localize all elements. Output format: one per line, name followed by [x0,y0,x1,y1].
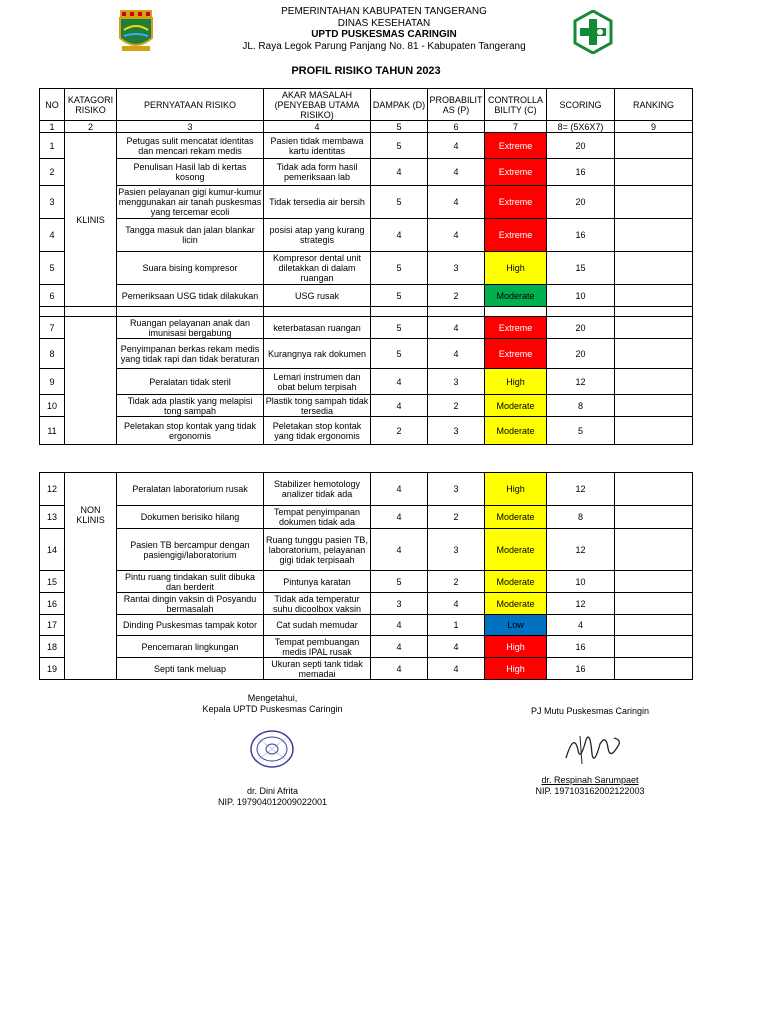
risk-statement: Pasien pelayanan gigi kumur-kumur menggunakan air tanah puskesmas yang tercemar ecoli [118,187,262,217]
probability-value: 4 [428,658,485,680]
row-number: 7 [40,317,65,339]
root-cause: Peletakan stop kontak yang tidak ergonomis [264,417,371,445]
score-value: 20 [547,339,615,369]
impact-value: 4 [371,658,428,680]
root-cause: Ruang tunggu pasien TB, laboratorium, pelayanan gigi tidak terpisaah [264,529,371,571]
risk-statement: Peralatan tidak steril [117,369,264,395]
root-cause: Kompresor dental unit diletakkan di dalam ruangan [264,252,371,285]
controllability-badge: High [485,252,547,285]
row-number: 9 [40,369,65,395]
category-cell: KLINIS [65,133,117,307]
root-cause: USG rusak [264,285,371,307]
table-row [40,285,693,307]
col-number: 5 [371,121,428,133]
risk-statement: Suara bising kompresor [117,252,264,285]
acknowledged-label: Mengetahui, [247,693,298,703]
ranking-value [615,593,693,615]
score-value: 12 [547,473,615,506]
impact-value: 4 [371,529,428,571]
controllability-badge: Extreme [485,159,547,186]
risk-statement: Septi tank meluap [117,658,264,680]
risk-statement: Penulisan Hasil lab di kertas kosong [117,159,264,186]
col-header: KATAGORI RISIKO [65,89,117,121]
ranking-value [615,506,693,529]
risk-statement: Rantai dingin vaksin di Posyandu bermasalah [117,593,264,615]
table-row [40,395,693,417]
score-value: 8 [547,395,615,417]
column-number-row [40,121,693,133]
letterhead [0,6,768,52]
row-number: 15 [40,571,65,593]
row-number: 2 [40,159,65,186]
controllability-badge: Moderate [485,285,547,307]
root-cause: Lemari instrumen dan obat belum terpisah [264,369,371,395]
impact-value: 5 [371,571,428,593]
root-cause: posisi atap yang kurang strategis [264,219,371,252]
risk-statement: Pencemaran lingkungan [117,636,264,658]
impact-value: 5 [371,285,428,307]
controllability-badge: Moderate [485,506,547,529]
score-value: 15 [547,252,615,285]
controllability-badge: High [485,636,547,658]
ranking-value [615,159,693,186]
ranking-value [615,473,693,506]
root-cause: Kurangnya rak dokumen [264,339,371,369]
risk-statement: Peletakan stop kontak yang tidak ergonomis [117,417,264,445]
risk-table-2 [39,472,693,680]
risk-statement: Pintu ruang tindakan sulit dibuka dan berderit [117,571,264,593]
row-number: 19 [40,658,65,680]
ranking-value [615,658,693,680]
root-cause: Cat sudah memudar [264,615,371,636]
signature-block-head [180,693,365,715]
signature-quality-name-block [500,775,680,797]
ranking-value [615,186,693,219]
row-number: 16 [40,593,65,615]
row-number: 3 [40,186,65,219]
root-cause: Tempat pembuangan medis IPAL rusak [264,636,371,658]
probability-value: 3 [428,369,485,395]
col-number: 1 [40,121,65,133]
impact-value: 4 [371,636,428,658]
table-row [40,658,693,680]
probability-value: 1 [428,615,485,636]
controllability-badge: Moderate [485,395,547,417]
controllability-badge: Moderate [485,417,547,445]
controllability-badge: Moderate [485,571,547,593]
probability-value: 2 [428,395,485,417]
table-row [40,252,693,285]
controllability-badge: High [485,369,547,395]
probability-value: 4 [428,186,485,219]
col-number: 7 [485,121,547,133]
root-cause: Stabilizer hemotology analizer tidak ada [264,473,371,506]
probability-value: 4 [428,593,485,615]
score-value: 16 [547,636,615,658]
probability-value: 3 [428,473,485,506]
row-number: 4 [40,219,65,252]
table-row [40,219,693,252]
probability-value: 4 [428,339,485,369]
row-number: 8 [40,339,65,369]
table-row [40,615,693,636]
impact-value: 5 [371,317,428,339]
ranking-value [615,417,693,445]
head-name: dr. Dini Afrita [246,786,299,796]
col-number: 4 [264,121,371,133]
category-cell [65,473,117,680]
impact-value: 2 [371,417,428,445]
probability-value: 4 [428,159,485,186]
root-cause: keterbatasan ruangan [264,317,371,339]
table-row [40,317,693,339]
score-value: 20 [547,317,615,339]
ranking-value [615,317,693,339]
risk-statement: Petugas sulit mencatat identitas dan mencari rekam medis [117,133,264,159]
row-number: 10 [40,395,65,417]
impact-value: 4 [371,219,428,252]
root-cause: Tempat penyimpanan dokumen tidak ada [264,506,371,529]
risk-statement: Ruangan pelayanan anak dan imunisasi bergabung [117,317,264,339]
controllability-badge: Low [485,615,547,636]
impact-value: 4 [371,369,428,395]
impact-value: 5 [371,186,428,219]
controllability-badge: High [485,658,547,680]
category-label: NON KLINIS [76,505,105,525]
score-value: 4 [547,615,615,636]
ranking-value [615,285,693,307]
impact-value: 5 [371,252,428,285]
controllability-badge: Extreme [485,219,547,252]
impact-value: 5 [371,133,428,159]
score-value: 10 [547,571,615,593]
ranking-value [615,395,693,417]
col-header: CONTROLLA BILITY (C) [485,89,547,121]
table-row [40,636,693,658]
score-value: 20 [547,133,615,159]
risk-statement: Pasien TB bercampur dengan pasiengigi/laboratorium [117,529,264,571]
ranking-value [615,219,693,252]
controllability-badge: Extreme [485,317,547,339]
controllability-badge: High [485,473,547,506]
risk-statement: Penyimpanan berkas rekam medis yang tidak rapi dan tidak beraturan [117,339,264,369]
row-number: 14 [40,529,65,571]
row-number: 18 [40,636,65,658]
root-cause: Pintunya karatan [264,571,371,593]
risk-statement: Peralatan laboratorium rusak [117,473,264,506]
impact-value: 4 [371,506,428,529]
row-number: 12 [40,473,65,506]
score-value: 12 [547,593,615,615]
ranking-value [615,252,693,285]
probability-value: 2 [428,285,485,307]
col-header: PROBABILIT AS (P) [428,89,485,121]
table-row [40,506,693,529]
signature-head-name-block [180,786,365,808]
impact-value: 5 [371,339,428,369]
spacer-row [40,307,693,317]
row-number: 17 [40,615,65,636]
controllability-badge: Extreme [485,133,547,159]
quality-name: dr. Respinah Sarumpaet [541,775,639,785]
root-cause: Tidak ada form hasil pemeriksaan lab [264,159,371,186]
row-number: 11 [40,417,65,445]
risk-statement: Dinding Puskesmas tampak kotor [117,615,264,636]
ranking-value [615,339,693,369]
quality-nip: NIP. 197103162002122003 [535,786,645,796]
risk-statement: Pemeriksaan USG tidak dilakukan [117,285,264,307]
signature-block-quality [500,706,680,717]
score-value: 16 [547,219,615,252]
probability-value: 2 [428,571,485,593]
table-row [40,473,693,506]
risk-statement: Dokumen berisiko hilang [117,506,264,529]
root-cause: Tidak tersedia air bersih [264,186,371,219]
impact-value: 4 [371,473,428,506]
score-value: 12 [547,529,615,571]
ranking-value [615,615,693,636]
table-row [40,159,693,186]
impact-value: 4 [371,395,428,417]
category-cell [65,317,117,445]
row-number: 5 [40,252,65,285]
probability-value: 3 [428,252,485,285]
head-title: Kepala UPTD Puskesmas Caringin [202,704,343,714]
table-row [40,571,693,593]
score-value: 12 [547,369,615,395]
table-row [40,186,693,219]
quality-title: PJ Mutu Puskesmas Caringin [530,706,650,716]
probability-value: 4 [428,317,485,339]
table-row [40,133,693,159]
score-value: 16 [547,159,615,186]
root-cause: Ukuran septi tank tidak memadai [264,658,371,680]
table-row [40,369,693,395]
ranking-value [615,369,693,395]
controllability-badge: Moderate [485,593,547,615]
ranking-value [615,529,693,571]
controllability-badge: Extreme [485,339,547,369]
row-number: 6 [40,285,65,307]
root-cause: Plastik tong sampah tidak tersedia [264,395,371,417]
ranking-value [615,571,693,593]
risk-statement: Tidak ada plastik yang melapisi tong sampah [117,395,264,417]
handwritten-signature-icon [560,728,626,770]
impact-value: 4 [371,159,428,186]
row-number: 13 [40,506,65,529]
score-value: 5 [547,417,615,445]
col-number: 6 [428,121,485,133]
col-number: 9 [615,121,693,133]
col-number: 2 [65,121,117,133]
probability-value: 2 [428,506,485,529]
table-row [40,417,693,445]
score-value: 20 [547,186,615,219]
row-number: 1 [40,133,65,159]
score-value: 16 [547,658,615,680]
letterhead-address: JL. Raya Legok Parung Panjang No. 81 - Kabupaten Tangerang [242,40,526,52]
letterhead-department: DINAS KESEHATAN [337,17,431,29]
col-header: SCORING [547,89,615,121]
probability-value: 4 [428,133,485,159]
table-row [40,593,693,615]
root-cause: Pasien tidak membawa kartu identitas [264,133,371,159]
probability-value: 3 [428,529,485,571]
col-header: DAMPAK (D) [371,89,428,121]
col-header: PERNYATAAN RISIKO [117,89,264,121]
table-row [40,529,693,571]
score-value: 10 [547,285,615,307]
head-nip: NIP. 197904012009022001 [218,797,327,807]
col-number: 8= (5X6X7) [547,121,615,133]
root-cause: Tidak ada temperatur suhu dicoolbox vaksin [264,593,371,615]
ranking-value [615,133,693,159]
col-header: RANKING [615,89,693,121]
probability-value: 4 [428,219,485,252]
letterhead-institution: UPTD PUSKESMAS CARINGIN [311,29,457,40]
score-value: 8 [547,506,615,529]
col-header: AKAR MASALAH (PENYEBAB UTAMA RISIKO) [264,89,371,121]
controllability-badge: Extreme [485,186,547,219]
ranking-value [615,636,693,658]
page-title: PROFIL RISIKO TAHUN 2023 [291,65,441,77]
col-number: 3 [117,121,264,133]
letterhead-government: PEMERINTAHAN KABUPATEN TANGERANG [281,6,487,17]
probability-value: 3 [428,417,485,445]
table-header-row [40,89,693,121]
col-header: NO [40,89,65,121]
probability-value: 4 [428,636,485,658]
impact-value: 3 [371,593,428,615]
controllability-badge: Moderate [485,529,547,571]
official-stamp-icon [249,729,295,769]
table-row [40,339,693,369]
risk-table-1 [39,88,693,445]
impact-value: 4 [371,615,428,636]
risk-statement: Tangga masuk dan jalan blankar licin [117,219,264,252]
